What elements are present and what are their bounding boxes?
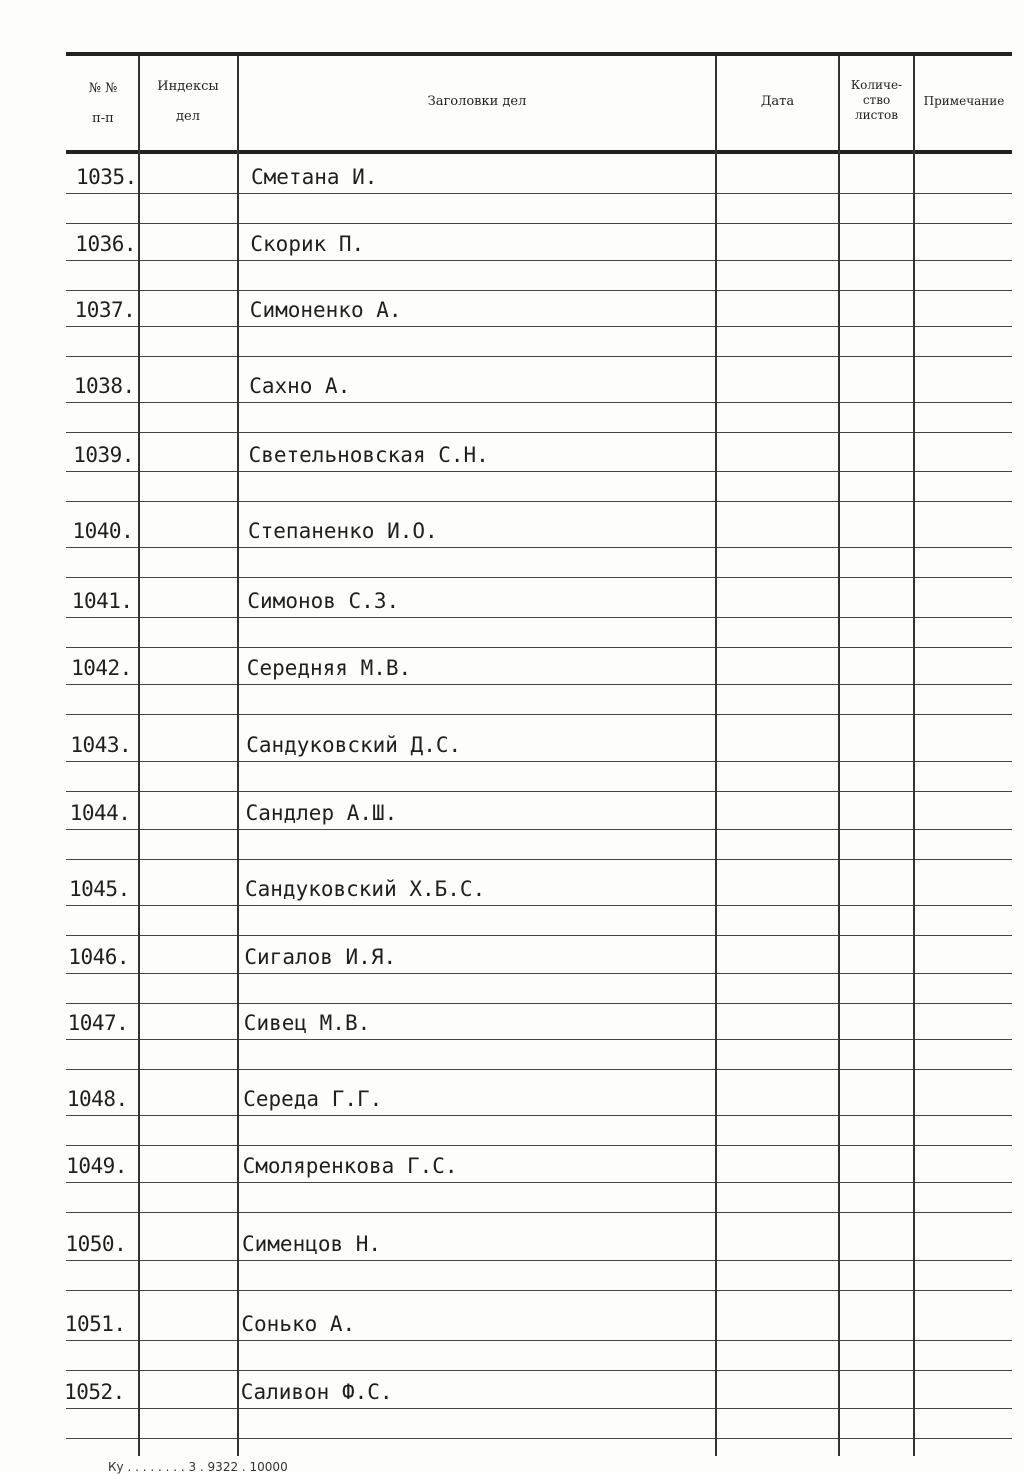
ruling-line	[717, 193, 838, 194]
ruling-line	[66, 761, 138, 762]
header-title	[239, 93, 715, 111]
ruling-line	[717, 714, 838, 715]
row-title: Симонов С.З.	[247, 589, 400, 613]
ruling-line	[66, 326, 138, 327]
header-date-label: Дата	[760, 94, 795, 109]
ruling-line	[915, 290, 1012, 291]
ruling-line	[140, 1039, 237, 1040]
ruling-line	[239, 547, 715, 548]
ruling-line	[66, 935, 138, 936]
ruling-line	[239, 1370, 715, 1371]
ruling-line	[915, 326, 1012, 327]
ruling-line	[915, 1340, 1012, 1341]
ruling-line	[140, 1340, 237, 1341]
ruling-line	[140, 1115, 237, 1116]
ruling-line	[717, 471, 838, 472]
header-index-line2: дел	[176, 108, 200, 124]
header-title-label: Заголовки дел	[427, 94, 527, 109]
ruling-line	[140, 547, 237, 548]
ruling-line	[66, 684, 138, 685]
ruling-line	[66, 647, 138, 648]
row-number: 1049.	[66, 1154, 127, 1178]
ruling-line	[239, 193, 715, 194]
ruling-line	[140, 647, 237, 648]
row-title: Степаненко И.О.	[248, 519, 438, 543]
ruling-line	[840, 684, 913, 685]
ruling-line	[140, 973, 237, 974]
ruling-line	[840, 432, 913, 433]
row-number: 1037.	[74, 298, 136, 322]
ruling-line	[915, 432, 1012, 433]
ruling-line	[717, 829, 838, 830]
row-number: 1045.	[69, 877, 130, 901]
ruling-line	[717, 1290, 838, 1291]
table-row	[0, 589, 1024, 659]
ruling-line	[140, 905, 237, 906]
ruling-line	[840, 223, 913, 224]
ruling-line	[717, 1182, 838, 1183]
header-count-line2: ство	[862, 93, 891, 107]
ruling-line	[66, 1039, 138, 1040]
ruling-line	[840, 935, 913, 936]
header-note-label: Примечание	[923, 94, 1005, 108]
ruling-line	[66, 1115, 138, 1116]
ruling-line	[840, 290, 913, 291]
ruling-line	[140, 326, 237, 327]
ruling-line	[840, 501, 913, 502]
table-row	[0, 519, 1024, 589]
table-row	[0, 298, 1024, 368]
ruling-line	[239, 905, 715, 906]
ruling-line	[717, 791, 838, 792]
ruling-line	[66, 791, 138, 792]
row-number: 1043.	[70, 733, 132, 757]
table-row	[0, 945, 1024, 1015]
ruling-line	[840, 1290, 913, 1291]
ruling-line	[840, 905, 913, 906]
ruling-line	[840, 1212, 913, 1213]
ruling-line	[717, 1370, 838, 1371]
ruling-line	[140, 1069, 237, 1070]
ruling-line	[66, 1260, 138, 1261]
header-count	[840, 78, 913, 123]
ruling-line	[840, 791, 913, 792]
row-title: Светельновская С.Н.	[248, 443, 489, 467]
ruling-line	[915, 684, 1012, 685]
row-number: 1046.	[68, 945, 130, 969]
ruling-line	[915, 1370, 1012, 1371]
ruling-line	[66, 1290, 138, 1291]
ruling-line	[239, 1438, 715, 1439]
ruling-line	[140, 1182, 237, 1183]
ruling-line	[717, 1260, 838, 1261]
header-date	[717, 93, 838, 111]
ruling-line	[717, 1438, 838, 1439]
ruling-line	[140, 471, 237, 472]
ruling-line	[239, 223, 715, 224]
ruling-line	[840, 1115, 913, 1116]
ruling-line	[717, 290, 838, 291]
ruling-line	[915, 1039, 1012, 1040]
ruling-line	[915, 1115, 1012, 1116]
ruling-line	[840, 260, 913, 261]
ruling-line	[140, 935, 237, 936]
table-row	[0, 733, 1024, 803]
ruling-line	[66, 356, 138, 357]
ruling-line	[239, 1115, 715, 1116]
header-number-line1: № №	[88, 81, 118, 96]
ruling-line	[717, 356, 838, 357]
ruling-line	[840, 193, 913, 194]
ruling-line	[239, 647, 715, 648]
ruling-line	[140, 223, 237, 224]
header-index	[140, 78, 236, 125]
ruling-line	[717, 1145, 838, 1146]
ruling-line	[840, 647, 913, 648]
ruling-line	[239, 402, 715, 403]
ruling-line	[717, 1115, 838, 1116]
ruling-line	[915, 501, 1012, 502]
row-number: 1038.	[73, 374, 135, 398]
ruling-line	[840, 1003, 913, 1004]
row-number: 1041.	[71, 589, 133, 613]
ruling-line	[840, 326, 913, 327]
ruling-line	[239, 471, 715, 472]
ruling-line	[66, 471, 138, 472]
ruling-line	[717, 432, 838, 433]
ruling-line	[717, 402, 838, 403]
row-number: 1048.	[66, 1087, 128, 1111]
row-title: Сандуковский Х.Б.С.	[245, 877, 486, 901]
ruling-line	[915, 714, 1012, 715]
ruling-line	[239, 1069, 715, 1070]
ruling-line	[140, 290, 237, 291]
ruling-line	[66, 1370, 138, 1371]
ruling-line	[66, 432, 138, 433]
ruling-line	[66, 973, 138, 974]
ruling-line	[717, 859, 838, 860]
row-title: Сандуковский Д.С.	[246, 733, 462, 757]
row-title: Скорик П.	[250, 232, 365, 256]
ruling-line	[140, 1408, 237, 1409]
table-row	[0, 165, 1024, 235]
ruling-line	[66, 859, 138, 860]
ruling-line	[140, 859, 237, 860]
ruling-line	[717, 684, 838, 685]
ruling-line	[239, 1212, 715, 1213]
ruling-line	[915, 935, 1012, 936]
ruling-line	[915, 1069, 1012, 1070]
ruling-line	[915, 1182, 1012, 1183]
ruling-line	[239, 1340, 715, 1341]
row-number: 1047.	[67, 1011, 129, 1035]
table-top-rule	[66, 52, 1012, 56]
ruling-line	[140, 356, 237, 357]
row-number: 1051.	[64, 1312, 126, 1336]
row-title: Середняя М.В.	[246, 656, 412, 680]
table-row	[0, 656, 1024, 726]
ruling-line	[717, 1408, 838, 1409]
ruling-line	[840, 1370, 913, 1371]
ruling-line	[717, 223, 838, 224]
ruling-line	[840, 1340, 913, 1341]
ruling-line	[915, 471, 1012, 472]
ruling-line	[717, 501, 838, 502]
row-title: Сметана И.	[251, 165, 378, 189]
header-bottom-rule	[66, 150, 1012, 154]
ruling-line	[840, 471, 913, 472]
ruling-line	[239, 617, 715, 618]
ruling-line	[140, 1290, 237, 1291]
ruling-line	[717, 1212, 838, 1213]
ruling-line	[66, 402, 138, 403]
row-number: 1040.	[72, 519, 134, 543]
ruling-line	[239, 859, 715, 860]
ruling-line	[717, 577, 838, 578]
ruling-line	[840, 859, 913, 860]
row-title: Симоненко А.	[249, 298, 402, 322]
ruling-line	[239, 829, 715, 830]
ruling-line	[915, 1290, 1012, 1291]
table-row	[0, 1312, 1024, 1382]
table-row	[0, 1380, 1024, 1450]
ruling-line	[66, 1212, 138, 1213]
row-number: 1042.	[71, 656, 132, 680]
table-row	[0, 1154, 1024, 1224]
ruling-line	[915, 1260, 1012, 1261]
ruling-line	[915, 547, 1012, 548]
ruling-line	[140, 577, 237, 578]
row-title: Сахно А.	[249, 374, 351, 398]
ruling-line	[717, 1340, 838, 1341]
header-number	[68, 80, 138, 127]
ruling-line	[840, 1260, 913, 1261]
ruling-line	[66, 1340, 138, 1341]
ruling-line	[140, 1370, 237, 1371]
ruling-line	[840, 1069, 913, 1070]
ruling-line	[915, 1408, 1012, 1409]
ruling-line	[239, 1039, 715, 1040]
ruling-line	[717, 761, 838, 762]
ruling-line	[840, 973, 913, 974]
ruling-line	[239, 501, 715, 502]
ruling-line	[239, 1260, 715, 1261]
ruling-line	[717, 905, 838, 906]
ruling-line	[915, 905, 1012, 906]
row-title: Середа Г.Г.	[243, 1087, 383, 1111]
ruling-line	[915, 356, 1012, 357]
row-number: 1050.	[65, 1232, 127, 1256]
ruling-line	[140, 1145, 237, 1146]
ruling-line	[140, 1438, 237, 1439]
ruling-line	[915, 647, 1012, 648]
ruling-line	[717, 1003, 838, 1004]
ruling-line	[66, 1069, 138, 1070]
ruling-line	[840, 577, 913, 578]
ruling-line	[66, 260, 138, 261]
ruling-line	[717, 547, 838, 548]
ruling-line	[239, 1290, 715, 1291]
ruling-line	[840, 829, 913, 830]
row-number: 1052.	[64, 1380, 125, 1404]
ruling-line	[239, 577, 715, 578]
ruling-line	[66, 547, 138, 548]
ruling-line	[915, 859, 1012, 860]
ruling-line	[840, 1408, 913, 1409]
ruling-line	[840, 714, 913, 715]
header-count-line3: листов	[855, 108, 898, 122]
table-row	[0, 443, 1024, 513]
row-title: Сонько А.	[241, 1312, 356, 1336]
ruling-line	[239, 935, 715, 936]
row-number: 1044.	[69, 801, 131, 825]
ruling-line	[840, 1039, 913, 1040]
ruling-line	[915, 1438, 1012, 1439]
ruling-line	[915, 617, 1012, 618]
ruling-line	[239, 432, 715, 433]
ruling-line	[840, 1145, 913, 1146]
ruling-line	[915, 973, 1012, 974]
ruling-line	[66, 905, 138, 906]
ruling-line	[717, 326, 838, 327]
header-count-line1: Количе-	[850, 78, 903, 92]
table-row	[0, 877, 1024, 947]
ruling-line	[239, 356, 715, 357]
ruling-line	[915, 791, 1012, 792]
table-row	[0, 374, 1024, 444]
ruling-line	[140, 432, 237, 433]
ruling-line	[66, 1003, 138, 1004]
ruling-line	[915, 1145, 1012, 1146]
table-row	[0, 1087, 1024, 1157]
ruling-line	[66, 714, 138, 715]
row-number: 1035.	[76, 165, 137, 189]
ruling-line	[66, 1408, 138, 1409]
ruling-line	[915, 1212, 1012, 1213]
ruling-line	[717, 1039, 838, 1040]
ruling-line	[140, 791, 237, 792]
ruling-line	[239, 1182, 715, 1183]
ruling-line	[717, 935, 838, 936]
row-title: Сивец М.В.	[243, 1011, 371, 1035]
ruling-line	[66, 829, 138, 830]
ruling-line	[717, 1069, 838, 1070]
ruling-line	[915, 260, 1012, 261]
ruling-line	[915, 402, 1012, 403]
footer-print-mark: Ку . . . . . . . . 3 . 9322 . 10000	[108, 1460, 288, 1474]
ruling-line	[66, 1438, 138, 1439]
ruling-line	[915, 1003, 1012, 1004]
row-title: Саливон Ф.С.	[240, 1380, 393, 1404]
table-row	[0, 232, 1024, 302]
row-title: Сандлер А.Ш.	[245, 801, 398, 825]
ruling-line	[140, 501, 237, 502]
ruling-line	[239, 684, 715, 685]
ruling-line	[239, 973, 715, 974]
ruling-line	[66, 290, 138, 291]
ruling-line	[140, 829, 237, 830]
ruling-line	[140, 714, 237, 715]
ruling-line	[717, 973, 838, 974]
ruling-line	[717, 647, 838, 648]
ruling-line	[239, 326, 715, 327]
ruling-line	[66, 501, 138, 502]
ruling-line	[140, 1003, 237, 1004]
ruling-line	[239, 290, 715, 291]
ruling-line	[840, 761, 913, 762]
ruling-line	[140, 761, 237, 762]
header-number-line2: п-п	[92, 110, 114, 126]
ruling-line	[840, 1182, 913, 1183]
row-title: Смоляренкова Г.С.	[242, 1154, 458, 1178]
ruling-line	[717, 260, 838, 261]
table-row	[0, 801, 1024, 871]
header-index-line1: Индексы	[157, 79, 219, 94]
ruling-line	[140, 684, 237, 685]
ruling-line	[840, 617, 913, 618]
ruling-line	[239, 260, 715, 261]
ruling-line	[66, 1145, 138, 1146]
ruling-line	[840, 402, 913, 403]
ruling-line	[140, 617, 237, 618]
ruling-line	[140, 1212, 237, 1213]
ruling-line	[140, 1260, 237, 1261]
header-note	[914, 93, 1014, 109]
table-row	[0, 1232, 1024, 1302]
ruling-line	[717, 617, 838, 618]
ruling-line	[239, 1145, 715, 1146]
ruling-line	[915, 193, 1012, 194]
ruling-line	[840, 547, 913, 548]
row-title: Сименцов Н.	[242, 1232, 382, 1256]
ruling-line	[915, 223, 1012, 224]
ruling-line	[140, 193, 237, 194]
ruling-line	[66, 617, 138, 618]
row-number: 1039.	[73, 443, 134, 467]
ruling-line	[915, 577, 1012, 578]
ruling-line	[140, 402, 237, 403]
ruling-line	[66, 223, 138, 224]
ruling-line	[66, 193, 138, 194]
table-row	[0, 1011, 1024, 1081]
ruling-line	[915, 761, 1012, 762]
row-number: 1036.	[75, 232, 137, 256]
ruling-line	[239, 1003, 715, 1004]
ruling-line	[239, 791, 715, 792]
ruling-line	[915, 829, 1012, 830]
ruling-line	[66, 1182, 138, 1183]
ruling-line	[840, 356, 913, 357]
ruling-line	[239, 761, 715, 762]
ruling-line	[140, 260, 237, 261]
row-title: Сигалов И.Я.	[244, 945, 397, 969]
ruling-line	[239, 1408, 715, 1409]
ruling-line	[66, 577, 138, 578]
ruling-line	[840, 1438, 913, 1439]
ruling-line	[239, 714, 715, 715]
